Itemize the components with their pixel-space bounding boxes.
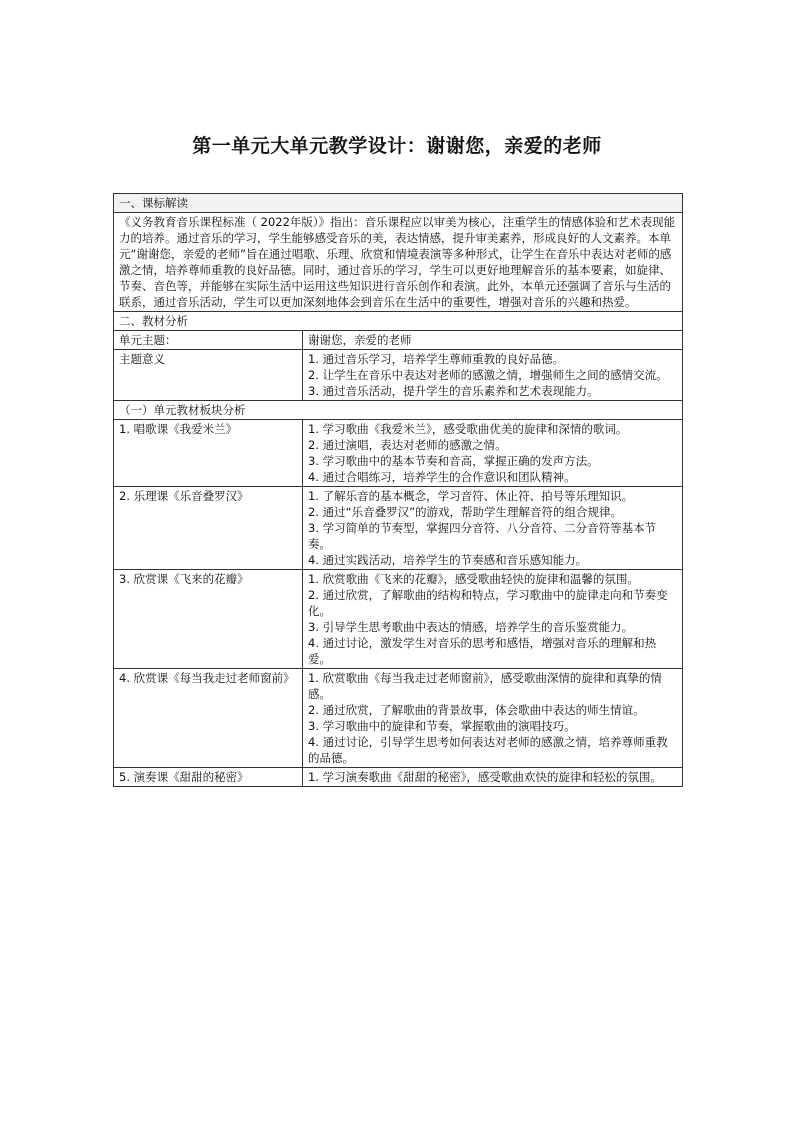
lesson-name: 4. 欣赏课《每当我走过老师窗前》 [114,669,303,768]
section-header-row [114,312,683,331]
sub-heading-modules: （一）单元教材板块分析 [114,401,683,420]
lesson-items [303,420,683,487]
meaning-label: 主题意义 [114,350,303,401]
lesson-items [303,768,683,787]
meaning-items [303,350,683,401]
lesson-item: 4. 通过讨论，引导学生思考如何表达对老师的感激之情，培养尊师重教的品德。 [308,735,668,765]
lesson-item: 4. 通过讨论，激发学生对音乐的思考和感悟，增强对音乐的理解和热爱。 [308,636,657,666]
lesson-item: 1. 欣赏歌曲《每当我走过老师窗前》，感受歌曲深情的旋律和真挚的情感。 [308,671,662,701]
lesson-row [114,768,683,787]
lesson-items [303,669,683,768]
meaning-row [114,350,683,401]
lesson-item: 2. 通过“乐音叠罗汉”的游戏，帮助学生理解音符的组合规律。 [308,505,623,519]
lesson-name: 5. 演奏课《甜甜的秘密》 [114,768,303,787]
lesson-item: 1. 欣赏歌曲《飞来的花瓣》，感受歌曲轻快的旋律和温馨的氛围。 [308,572,639,586]
lesson-items [303,487,683,570]
lesson-item: 1. 学习歌曲《我爱米兰》，感受歌曲优美的旋律和深情的歌词。 [308,422,628,436]
meaning-item: 3. 通过音乐活动，提升学生的音乐素养和艺术表现能力。 [308,384,599,398]
theme-row [114,331,683,350]
lesson-item: 2. 通过欣赏，了解歌曲的背景故事，体会歌曲中表达的师生情谊。 [308,703,645,717]
standards-body-row [114,213,683,312]
lesson-name: 3. 欣赏课《飞来的花瓣》 [114,570,303,669]
lesson-row [114,669,683,768]
lesson-item: 4. 通过合唱练习，培养学生的合作意识和团队精神。 [308,470,576,484]
lesson-name: 1. 唱歌课《我爱米兰》 [114,420,303,487]
lesson-name: 2. 乐理课《乐音叠罗汉》 [114,487,303,570]
section-heading-materials: 二、教材分析 [114,312,683,331]
lesson-items [303,570,683,669]
lesson-item: 3. 学习歌曲中的基本节奏和音高，掌握正确的发声方法。 [308,454,599,468]
lesson-item: 3. 引导学生思考歌曲中表达的情感，培养学生的音乐鉴赏能力。 [308,620,634,634]
meaning-item: 2. 让学生在音乐中表达对老师的感激之情，增强师生之间的感情交流。 [308,368,668,382]
lesson-item: 1. 学习演奏歌曲《甜甜的秘密》，感受歌曲欢快的旋律和轻松的氛围。 [308,770,662,784]
section-heading-standards: 一、课标解读 [114,194,683,213]
theme-label: 单元主题： [114,331,303,350]
lesson-item: 3. 学习简单的节奏型，掌握四分音符、八分音符、二分音符等基本节奏。 [308,521,657,551]
lesson-item: 3. 学习歌曲中的旋律和节奏，掌握歌曲的演唱技巧。 [308,719,576,733]
section-header-row [114,401,683,420]
meaning-item: 1. 通过音乐学习，培养学生尊师重教的良好品德。 [308,352,565,366]
theme-value: 谢谢您，亲爱的老师 [303,331,683,350]
lesson-item: 1. 了解乐音的基本概念，学习音符、休止符、拍号等乐理知识。 [308,489,634,503]
page-title: 第一单元大单元教学设计：谢谢您，亲爱的老师 [192,135,602,157]
lesson-item: 4. 通过实践活动，培养学生的节奏感和音乐感知能力。 [308,553,588,567]
lesson-row [114,420,683,487]
lesson-row [114,487,683,570]
lesson-item: 2. 通过欣赏，了解歌曲的结构和特点，学习歌曲中的旋律走向和节奏变化。 [308,588,668,618]
design-table [113,193,683,787]
lesson-item: 2. 通过演唱，表达对老师的感激之情。 [308,438,507,452]
standards-body: 《义务教育音乐课程标准（ 2022年版）》指出：音乐课程应以审美为核心，注重学生的情感体验和艺术表现能力的培养。通过音乐的学习，学生能够感受音乐的美，表达情感，提升审美素养，形成良好的人文素养。本单元“谢谢您，亲爱的老师”旨在通过唱歌、乐理、欣赏和情境表演等多种形式，让学生在音乐中表达对老师的感激之情，培养尊师重教的良好品德。同时，通过音乐的学习，学生可以更好地理解音乐的基本要素，如旋律、节奏、音色等，并能够在实际生活中运用这些知识进行音乐创作和表演。此外，本单元还强调了音乐与生活的联系，通过音乐活动，学生可以更加深刻地体会到音乐在生活中的重要性，增强对音乐的兴趣和热爱。 [114,213,683,312]
section-header-row [114,194,683,213]
lesson-row [114,570,683,669]
